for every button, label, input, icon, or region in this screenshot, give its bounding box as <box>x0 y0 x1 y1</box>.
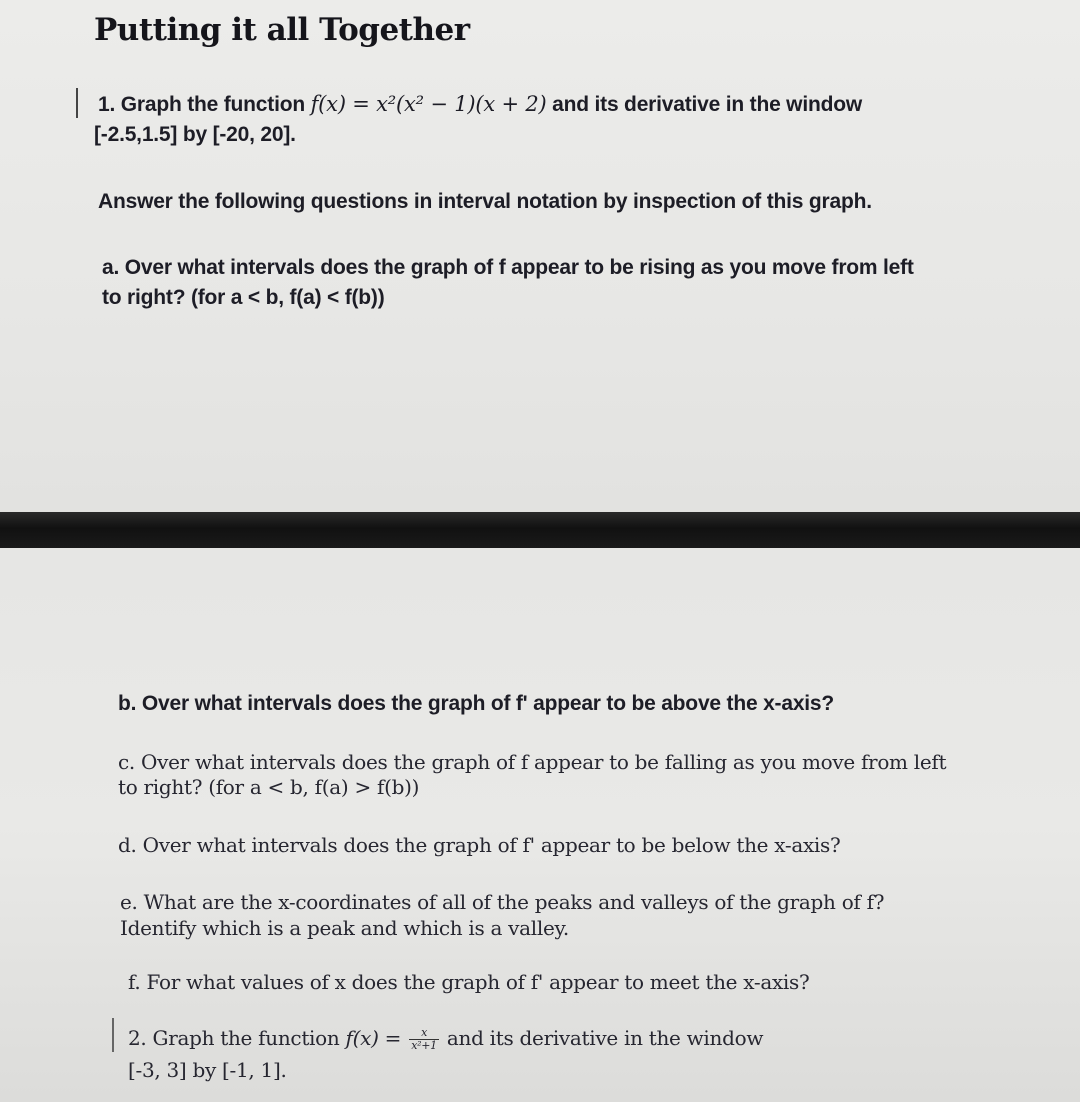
problem-1-instructions: Answer the following questions in interval notation by inspection of this graph. <box>98 190 872 213</box>
problem-2-fraction <box>409 1027 439 1052</box>
question-a-line-1: a. Over what intervals does the graph of f appear to be rising as you move from left <box>102 256 914 279</box>
problem-1-intro-prefix: 1. Graph the function <box>98 93 311 116</box>
question-e-line-2: Identify which is a peak and which is a valley. <box>120 916 569 940</box>
text-cursor-bar-2 <box>112 1018 114 1052</box>
document-page-bottom <box>0 548 1080 1102</box>
question-a-line-2: to right? (for a < b, f(a) < f(b)) <box>102 286 385 309</box>
text-cursor-bar <box>76 88 78 118</box>
problem-2-intro <box>128 1026 763 1052</box>
question-b: b. Over what intervals does the graph of f' appear to be above the x-axis? <box>118 692 835 715</box>
question-d: d. Over what intervals does the graph of f' appear to be below the x-axis? <box>118 833 841 857</box>
problem-1-intro <box>98 92 862 117</box>
fraction-numerator: x <box>409 1027 439 1040</box>
page-title: Putting it all Together <box>94 12 470 48</box>
problem-1-window: [-2.5,1.5] by [-20, 20]. <box>94 123 296 146</box>
question-e-line-1: e. What are the x-coordinates of all of the peaks and valleys of the graph of f? <box>120 890 885 914</box>
question-f: f. For what values of x does the graph of f' appear to meet the x-axis? <box>128 970 810 994</box>
problem-2-intro-suffix: and its derivative in the window <box>446 1026 764 1050</box>
problem-1-intro-suffix: and its derivative in the window <box>546 93 862 116</box>
problem-1-formula: f(x) = x²(x² − 1)(x + 2) <box>310 92 547 116</box>
problem-2-intro-prefix: 2. Graph the function <box>128 1026 346 1050</box>
fraction-denominator: x²+1 <box>411 1039 437 1052</box>
question-c-line-1: c. Over what intervals does the graph of f appear to be falling as you move from left <box>118 750 947 774</box>
question-c-line-2: to right? (for a < b, f(a) > f(b)) <box>118 775 420 799</box>
problem-2-formula-lhs: f(x) = <box>345 1026 402 1050</box>
problem-2-window: [-3, 3] by [-1, 1]. <box>128 1058 287 1082</box>
page-divider-band <box>0 512 1080 548</box>
